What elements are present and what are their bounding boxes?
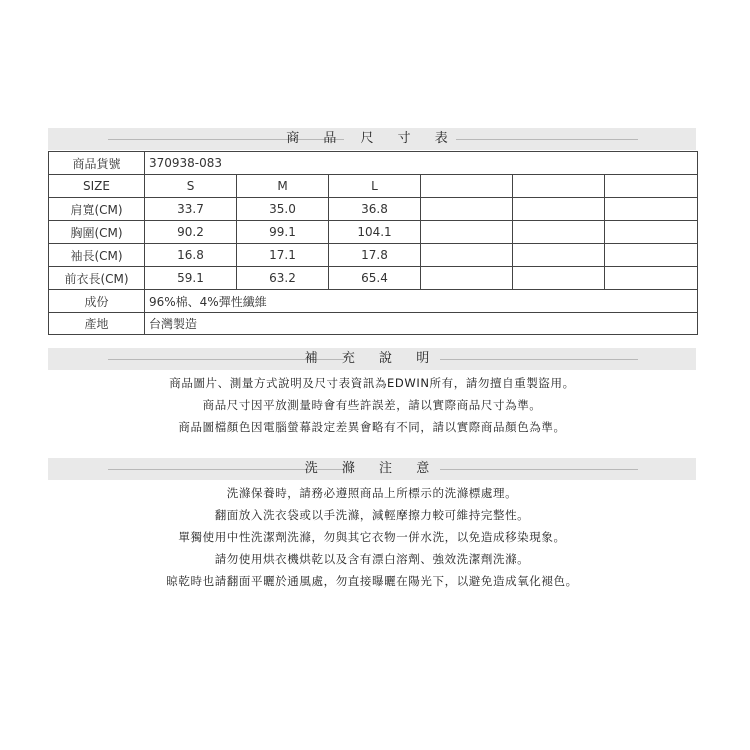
table-cell: 65.4: [329, 267, 421, 290]
row-label: 肩寬(CM): [49, 198, 145, 221]
table-cell: 36.8: [329, 198, 421, 221]
origin-value: 台灣製造: [145, 313, 698, 335]
table-cell: [605, 198, 698, 221]
header-cell: M: [237, 175, 329, 198]
row-label: 胸圍(CM): [49, 221, 145, 244]
table-row: [49, 221, 698, 244]
supplement-title: 補 充 說 明: [304, 351, 440, 366]
table-cell: 33.7: [145, 198, 237, 221]
row-label: 前衣長(CM): [49, 267, 145, 290]
table-cell: 16.8: [145, 244, 237, 267]
supplement-header: [48, 348, 696, 370]
table-cell: [605, 221, 698, 244]
table-row: [49, 198, 698, 221]
table-cell: 17.1: [237, 244, 329, 267]
table-cell: [421, 267, 513, 290]
table-cell: [513, 198, 605, 221]
header-cell: SIZE: [49, 175, 145, 198]
note-line: 商品尺寸因平放測量時會有些許誤差，請以實際商品尺寸為準。: [202, 398, 542, 412]
supplement-notes: [48, 372, 696, 438]
row-label: 袖長(CM): [49, 244, 145, 267]
table-cell: 17.8: [329, 244, 421, 267]
header-cell: L: [329, 175, 421, 198]
table-cell: 104.1: [329, 221, 421, 244]
table-cell: 63.2: [237, 267, 329, 290]
table-cell: [421, 198, 513, 221]
table-row: [49, 152, 698, 175]
table-row: [49, 290, 698, 313]
note-line: 單獨使用中性洗潔劑洗滌，勿與其它衣物一併水洗，以免造成移染現象。: [178, 530, 566, 544]
washing-header: [48, 458, 696, 480]
table-cell: [513, 267, 605, 290]
table-row: [49, 267, 698, 290]
note-line: 請勿使用烘衣機烘乾以及含有漂白溶劑、強效洗潔劑洗滌。: [214, 552, 530, 566]
table-cell: [605, 244, 698, 267]
table-cell: 90.2: [145, 221, 237, 244]
washing-title: 洗 滌 注 意: [304, 461, 440, 476]
header-cell: [421, 175, 513, 198]
table-row: [49, 313, 698, 335]
material-value: 96%棉、4%彈性纖維: [145, 290, 698, 313]
note-line: 晾乾時也請翻面平曬於通風處，勿直接曝曬在陽光下，以避免造成氧化褪色。: [166, 574, 578, 588]
size-table: [48, 151, 698, 335]
table-cell: [513, 244, 605, 267]
table-cell: 35.0: [237, 198, 329, 221]
table-header-row: [49, 175, 698, 198]
size-chart-title: 商 品 尺 寸 表: [286, 131, 458, 146]
note-line: 商品圖片、測量方式說明及尺寸表資訊為EDWIN所有，請勿擅自重製盜用。: [169, 376, 575, 390]
size-chart-header: [48, 128, 696, 150]
table-cell: [605, 267, 698, 290]
table-cell: [513, 221, 605, 244]
table-row: [49, 244, 698, 267]
washing-notes: [48, 482, 696, 592]
header-cell: S: [145, 175, 237, 198]
table-cell: [421, 244, 513, 267]
material-label: 成份: [49, 290, 145, 313]
product-no-value: 370938-083: [145, 152, 698, 175]
origin-label: 產地: [49, 313, 145, 335]
table-cell: 59.1: [145, 267, 237, 290]
note-line: 商品圖檔顏色因電腦螢幕設定差異會略有不同，請以實際商品顏色為準。: [178, 420, 566, 434]
table-cell: [421, 221, 513, 244]
note-line: 洗滌保養時，請務必遵照商品上所標示的洗滌標處理。: [226, 486, 518, 500]
product-no-label: 商品貨號: [49, 152, 145, 175]
table-cell: 99.1: [237, 221, 329, 244]
header-cell: [513, 175, 605, 198]
header-cell: [605, 175, 698, 198]
note-line: 翻面放入洗衣袋或以手洗滌，減輕摩擦力較可維持完整性。: [214, 508, 530, 522]
